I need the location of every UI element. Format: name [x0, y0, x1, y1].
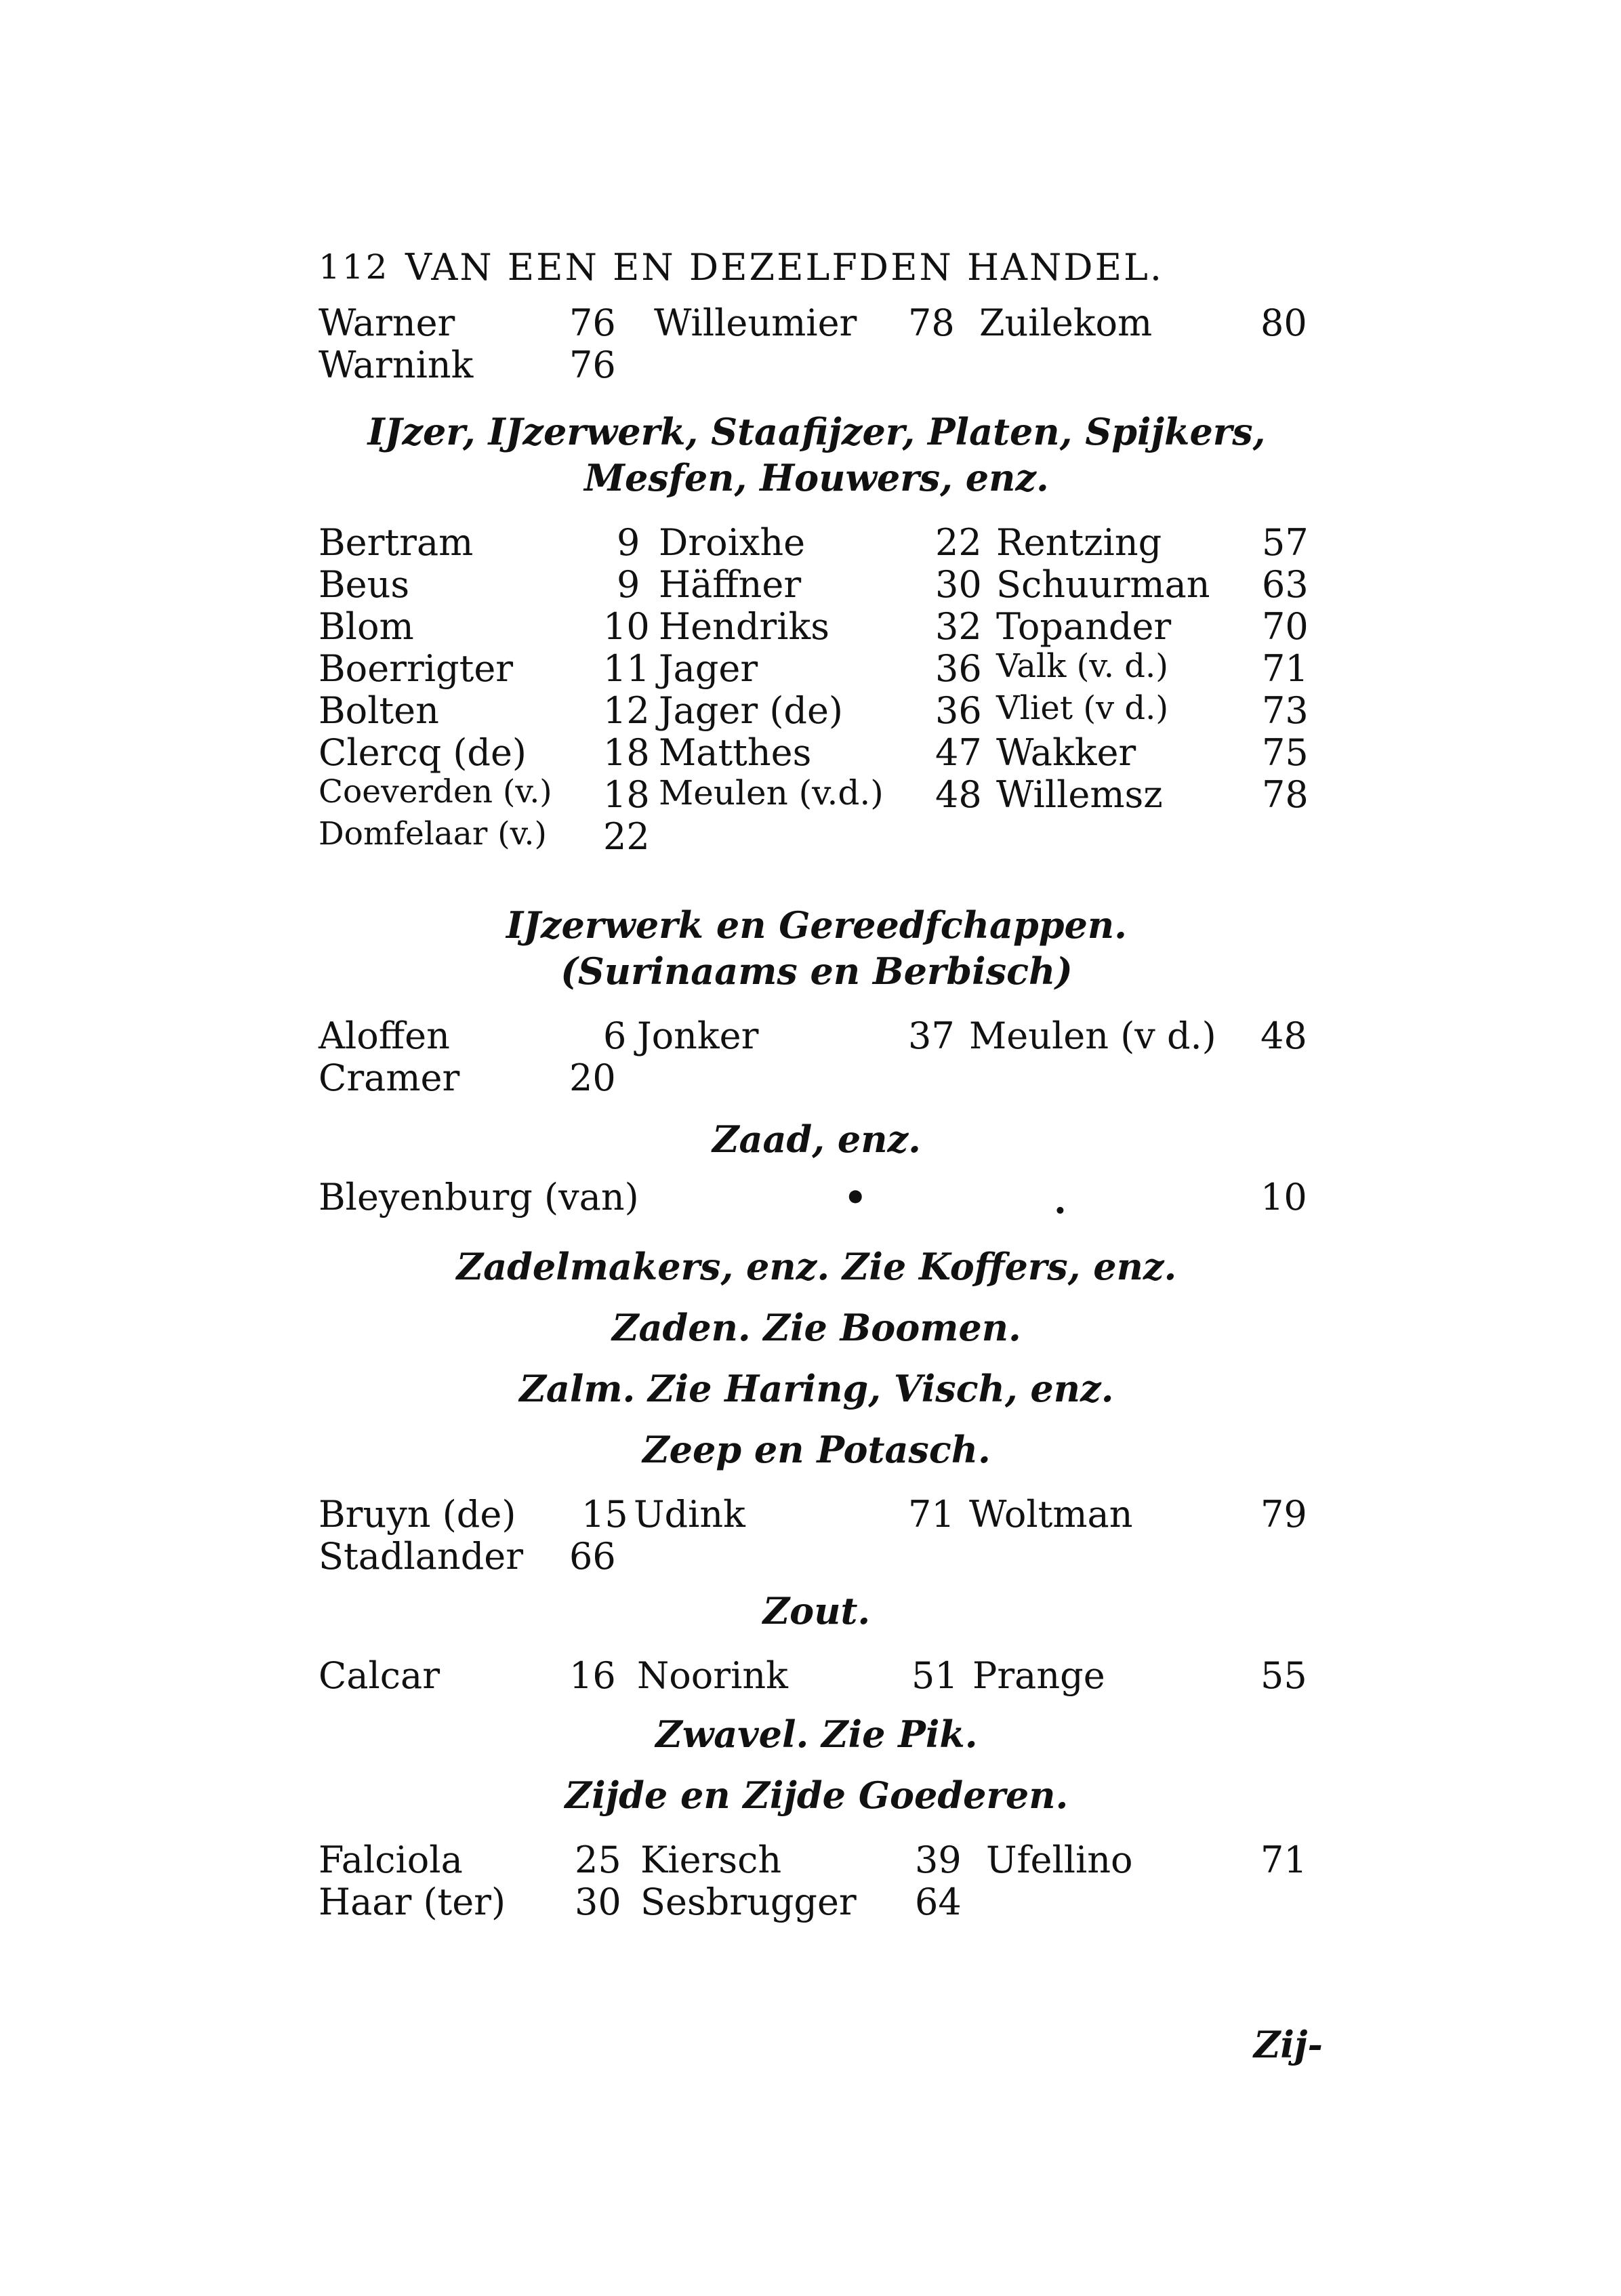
entry-page: 18 [603, 731, 650, 774]
entry-page: 79 [1260, 1493, 1307, 1536]
entry-name: Matthes [659, 731, 812, 774]
entry-name: Droixhe [659, 521, 806, 564]
entry-page: 36 [935, 647, 982, 690]
section-zeep [319, 1493, 1315, 1581]
entry-name: Calcar [319, 1654, 440, 1697]
page-number: 112 [319, 247, 390, 287]
entry-page: 76 [569, 344, 616, 386]
category-heading: Zwavel. Zie Pik. [655, 1713, 978, 1756]
entry-name: Vliet (v d.) [996, 689, 1169, 727]
entry-page: 10 [603, 605, 650, 648]
entry-page: 51 [911, 1654, 958, 1697]
entry-name: Prange [972, 1654, 1105, 1697]
entry-page: 78 [1262, 773, 1309, 816]
entry-name: Jonker [637, 1014, 759, 1057]
category-heading: Zaden. Zie Boomen. [612, 1306, 1021, 1349]
entry-page: 20 [569, 1057, 616, 1099]
entry-name: Bertram [319, 521, 474, 564]
section-zijde [319, 1839, 1315, 1927]
section-zout [319, 1654, 1315, 1708]
section-ijzerwerk-surinaams [319, 1014, 1315, 1109]
entry-page: 9 [617, 563, 640, 606]
entry-page: 48 [1260, 1014, 1307, 1057]
entry-name: Aloffen [319, 1014, 450, 1057]
category-heading: Zalm. Zie Haring, Visch, enz. [519, 1367, 1114, 1410]
entry-page: 9 [617, 521, 640, 564]
entry-name: Kiersch [640, 1839, 782, 1881]
entry-name: Ufellino [986, 1839, 1133, 1881]
entry-page: 48 [935, 773, 982, 816]
entry-name: Jager [659, 647, 758, 690]
category-heading: Zout. [762, 1589, 871, 1633]
category-heading: Zadelmakers, enz. Zie Koffers, enz. [456, 1245, 1177, 1288]
entry-page: 10 [1260, 1176, 1307, 1218]
section-zaad [319, 1176, 1315, 1237]
entry-name: Beus [319, 563, 410, 606]
entry-name: Topander [996, 605, 1172, 648]
category-heading: Zeep en Potasch. [642, 1428, 991, 1471]
entry-name: Falciola [319, 1839, 463, 1881]
entry-name: Bolten [319, 689, 439, 732]
entry-name: Udink [634, 1493, 745, 1536]
entry-page: 16 [569, 1654, 616, 1697]
entry-page: 75 [1262, 731, 1309, 774]
entry-name: Blom [319, 605, 414, 648]
section-ijzer [319, 521, 1315, 887]
entry-name: Hendriks [659, 605, 829, 648]
entry-page: 6 [603, 1014, 627, 1057]
entry-name: Meulen (v.d.) [659, 773, 884, 813]
category-heading: IJzer, IJzerwerk, Staafijzer, Platen, Spijkers, Mesfen, Houwers, enz. [367, 410, 1266, 499]
entry-page: 70 [1262, 605, 1309, 648]
catchword: Zij- [1254, 2023, 1323, 2066]
entry-name: Stadlander [319, 1535, 524, 1578]
entry-name: Zuilekom [979, 302, 1153, 344]
entry-page: 18 [603, 773, 650, 816]
entry-name: Meulen (v d.) [969, 1014, 1216, 1057]
entry-name: Woltman [969, 1493, 1133, 1536]
entry-name: Häffner [659, 563, 802, 606]
entry-name: Domfelaar (v.) [319, 815, 547, 853]
entry-page: 71 [1260, 1839, 1307, 1881]
entry-name: Schuurman [996, 563, 1210, 606]
running-head [319, 234, 1315, 302]
section-continuation [319, 302, 1315, 390]
entry-page: 80 [1260, 302, 1307, 344]
entry-name: Wakker [996, 731, 1136, 774]
entry-name: Bleyenburg (van) [319, 1176, 639, 1218]
entry-page: 37 [908, 1014, 955, 1057]
entry-name: Bruyn (de) [319, 1493, 516, 1536]
entry-page: 73 [1262, 689, 1309, 732]
entry-name: Rentzing [996, 521, 1162, 564]
entry-name: Noorink [637, 1654, 788, 1697]
entry-name: Boerrigter [319, 647, 514, 690]
entry-page: 22 [603, 815, 650, 858]
entry-page: 66 [569, 1535, 616, 1578]
entry-page: 47 [935, 731, 982, 774]
entry-name: Warner [319, 302, 455, 344]
entry-name: Willemsz [996, 773, 1163, 816]
category-heading: Zaad, enz. [712, 1118, 921, 1161]
entry-page: 22 [935, 521, 982, 564]
entry-page: 25 [575, 1839, 621, 1881]
entry-name: Coeverden (v.) [319, 773, 552, 811]
entry-page: 63 [1262, 563, 1309, 606]
category-heading: IJzerwerk en Gereedfchappen. (Surinaams en Berbisch) [506, 903, 1127, 993]
entry-page: 32 [935, 605, 982, 648]
leader-dot: • [844, 1176, 867, 1219]
entry-name: Warnink [319, 344, 474, 386]
entry-name: Jager (de) [659, 689, 844, 732]
entry-name: Willeumier [654, 302, 857, 344]
entry-name: Cramer [319, 1057, 460, 1099]
entry-name: Clercq (de) [319, 731, 527, 774]
page-title: VAN EEN EN DEZELFDEN HANDEL. [405, 246, 1164, 289]
entry-name: Sesbrugger [640, 1881, 857, 1923]
entry-page: 12 [603, 689, 650, 732]
entry-page: 15 [581, 1493, 628, 1536]
entry-name: Haar (ter) [319, 1881, 506, 1923]
index-page [319, 234, 1323, 2066]
entry-page: 71 [1262, 647, 1309, 690]
category-heading: Zijde en Zijde Goederen. [565, 1774, 1069, 1817]
entry-page: 64 [915, 1881, 962, 1923]
entry-page: 39 [915, 1839, 962, 1881]
entry-page: 11 [603, 647, 650, 690]
entry-page: 30 [575, 1881, 621, 1923]
leader-dot: . [1054, 1178, 1067, 1222]
entry-name: Valk (v. d.) [996, 647, 1168, 685]
entry-page: 30 [935, 563, 982, 606]
entry-page: 36 [935, 689, 982, 732]
entry-page: 55 [1260, 1654, 1307, 1697]
entry-page: 76 [569, 302, 616, 344]
entry-page: 57 [1262, 521, 1309, 564]
entry-page: 78 [908, 302, 955, 344]
entry-page: 71 [908, 1493, 955, 1536]
